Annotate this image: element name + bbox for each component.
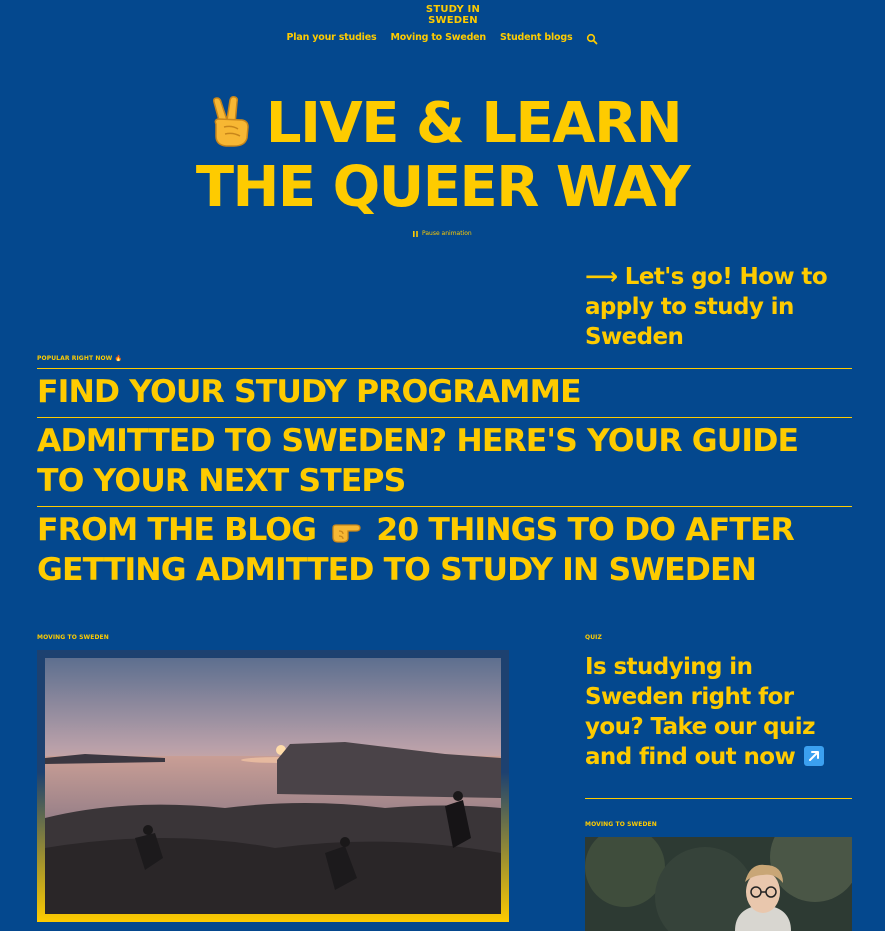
popular-item-admitted-guide[interactable]: ADMITTED TO SWEDEN? HERE'S YOUR GUIDE TO YOUR NEXT STEPS [37,417,852,506]
sunset-coast-photo [45,658,501,914]
hero-title [0,92,885,220]
quiz-divider [585,798,852,799]
logo-line-2: SWEDEN [428,15,478,26]
pause-animation-button[interactable] [413,230,472,237]
person-portrait-photo[interactable] [585,837,852,931]
site-logo[interactable] [410,4,496,26]
quiz-label: QUIZ [585,634,602,641]
popular-item-blog-20-things[interactable] [37,506,852,595]
logo-line-1: STUDY IN [425,4,481,15]
pause-label: Pause animation [422,230,472,237]
moving-to-sweden-label: MOVING TO SWEDEN [37,634,109,641]
quiz-text: Is studying in Sweden right for you? Take our quiz and find out now [585,654,815,770]
moving-to-sweden-card-image[interactable] [37,650,509,922]
nav-student-blogs[interactable]: Student blogs [499,32,573,43]
popular-list [37,368,852,595]
external-arrow-icon [803,745,825,767]
popular-label: POPULAR RIGHT NOW 🔥 [37,355,123,362]
portrait-image [585,837,852,931]
pause-icon [413,231,418,237]
victory-hand-icon [204,94,260,150]
popular-item-3-prefix: FROM THE BLOG [37,512,317,548]
popular-item-3-rest: 20 THINGS TO DO AFTER GETTING ADMITTED TO STUDY IN SWEDEN [37,512,794,588]
popular-item-study-programme[interactable]: FIND YOUR STUDY PROGRAMME [37,368,852,417]
nav-moving-to-sweden[interactable]: Moving to Sweden [390,32,486,43]
apply-link[interactable]: ⟶ Let's go! How to apply to study in Sweden [585,264,828,350]
main-nav [0,32,885,45]
pointing-hand-icon [330,514,362,542]
nav-plan-your-studies[interactable]: Plan your studies [286,32,377,43]
quiz-link[interactable] [585,652,855,772]
search-icon[interactable] [586,33,598,45]
moving-to-sweden-label-2: MOVING TO SWEDEN [585,821,657,828]
hero-line-1-text: LIVE & LEARN [265,91,682,156]
hero-line-2: THE QUEER WAY [195,155,690,220]
hero-line-1 [0,92,885,156]
